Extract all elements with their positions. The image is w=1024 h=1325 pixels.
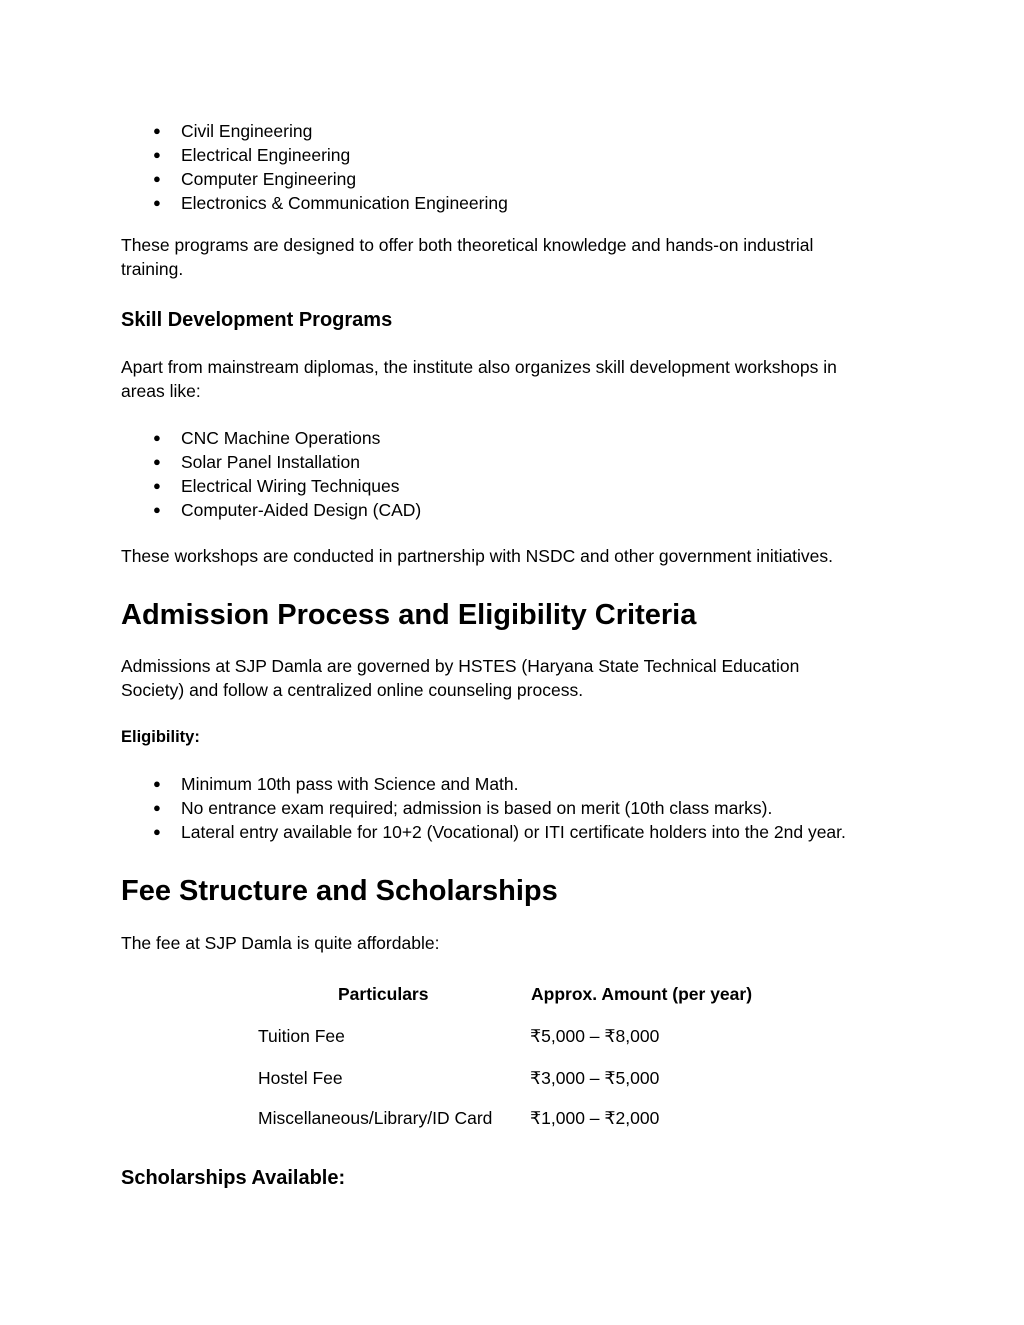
bullet-icon: ● <box>153 454 161 469</box>
bullet-icon: ● <box>153 478 161 493</box>
skill-intro-line2: areas like: <box>121 381 201 401</box>
table-header-particulars: Particulars <box>338 984 429 1004</box>
table-header-amount: Approx. Amount (per year) <box>531 984 753 1004</box>
table-cell-amount: ₹5,000 – ₹8,000 <box>530 1026 660 1046</box>
bullet-icon: ● <box>153 430 161 445</box>
list-item: ● Solar Panel Installation <box>153 452 360 472</box>
list-item: ● No entrance exam required; admission is based on merit (10th class marks). <box>153 798 773 818</box>
fees-heading: Fee Structure and Scholarships <box>121 875 558 907</box>
list-item: ● Minimum 10th pass with Science and Math. <box>153 774 519 794</box>
table-cell-particular: Tuition Fee <box>258 1026 345 1046</box>
bullet-icon: ● <box>153 800 161 815</box>
bullet-icon: ● <box>153 824 161 839</box>
list-item: ● Lateral entry available for 10+2 (Vocational) or ITI certificate holders into the 2nd year. <box>153 822 846 842</box>
bullet-icon: ● <box>153 195 161 210</box>
table-cell-amount: ₹3,000 – ₹5,000 <box>530 1068 660 1088</box>
eligibility-label: Eligibility: <box>121 728 200 746</box>
bullet-icon: ● <box>153 171 161 186</box>
programs-note-line1: These programs are designed to offer both theoretical knowledge and hands-on industrial <box>121 235 814 255</box>
skill-note: These workshops are conducted in partnership with NSDC and other government initiatives. <box>121 546 834 566</box>
table-cell-particular: Miscellaneous/Library/ID Card <box>258 1108 493 1128</box>
list-item: ● Civil Engineering <box>153 121 313 141</box>
bullet-icon: ● <box>153 776 161 791</box>
branch-list <box>0 119 508 215</box>
admission-intro-line1: Admissions at SJP Damla are governed by HSTES (Haryana State Technical Education <box>121 656 800 676</box>
programs-note-line2: training. <box>121 259 184 279</box>
skill-list <box>0 426 421 522</box>
skill-heading: Skill Development Programs <box>121 309 393 331</box>
scholarships-heading: Scholarships Available: <box>121 1167 346 1189</box>
list-item: ● Computer-Aided Design (CAD) <box>153 500 422 520</box>
table-cell-amount: ₹1,000 – ₹2,000 <box>530 1108 660 1128</box>
list-item: ● Electrical Wiring Techniques <box>153 476 400 496</box>
admission-intro-line2: Society) and follow a centralized online counseling process. <box>121 680 584 700</box>
bullet-icon: ● <box>153 123 161 138</box>
list-item: ● Electronics & Communication Engineering <box>153 193 508 213</box>
list-item: ● Computer Engineering <box>153 169 357 189</box>
bullet-icon: ● <box>153 147 161 162</box>
skill-intro-line1: Apart from mainstream diplomas, the institute also organizes skill development workshops in <box>121 357 837 377</box>
admission-heading: Admission Process and Eligibility Criteria <box>121 599 697 631</box>
eligibility-list <box>0 772 846 844</box>
bullet-icon: ● <box>153 502 161 517</box>
list-item: ● CNC Machine Operations <box>153 428 381 448</box>
list-item: ● Electrical Engineering <box>153 145 351 165</box>
fees-intro: The fee at SJP Damla is quite affordable: <box>121 933 440 953</box>
table-cell-particular: Hostel Fee <box>258 1068 343 1088</box>
